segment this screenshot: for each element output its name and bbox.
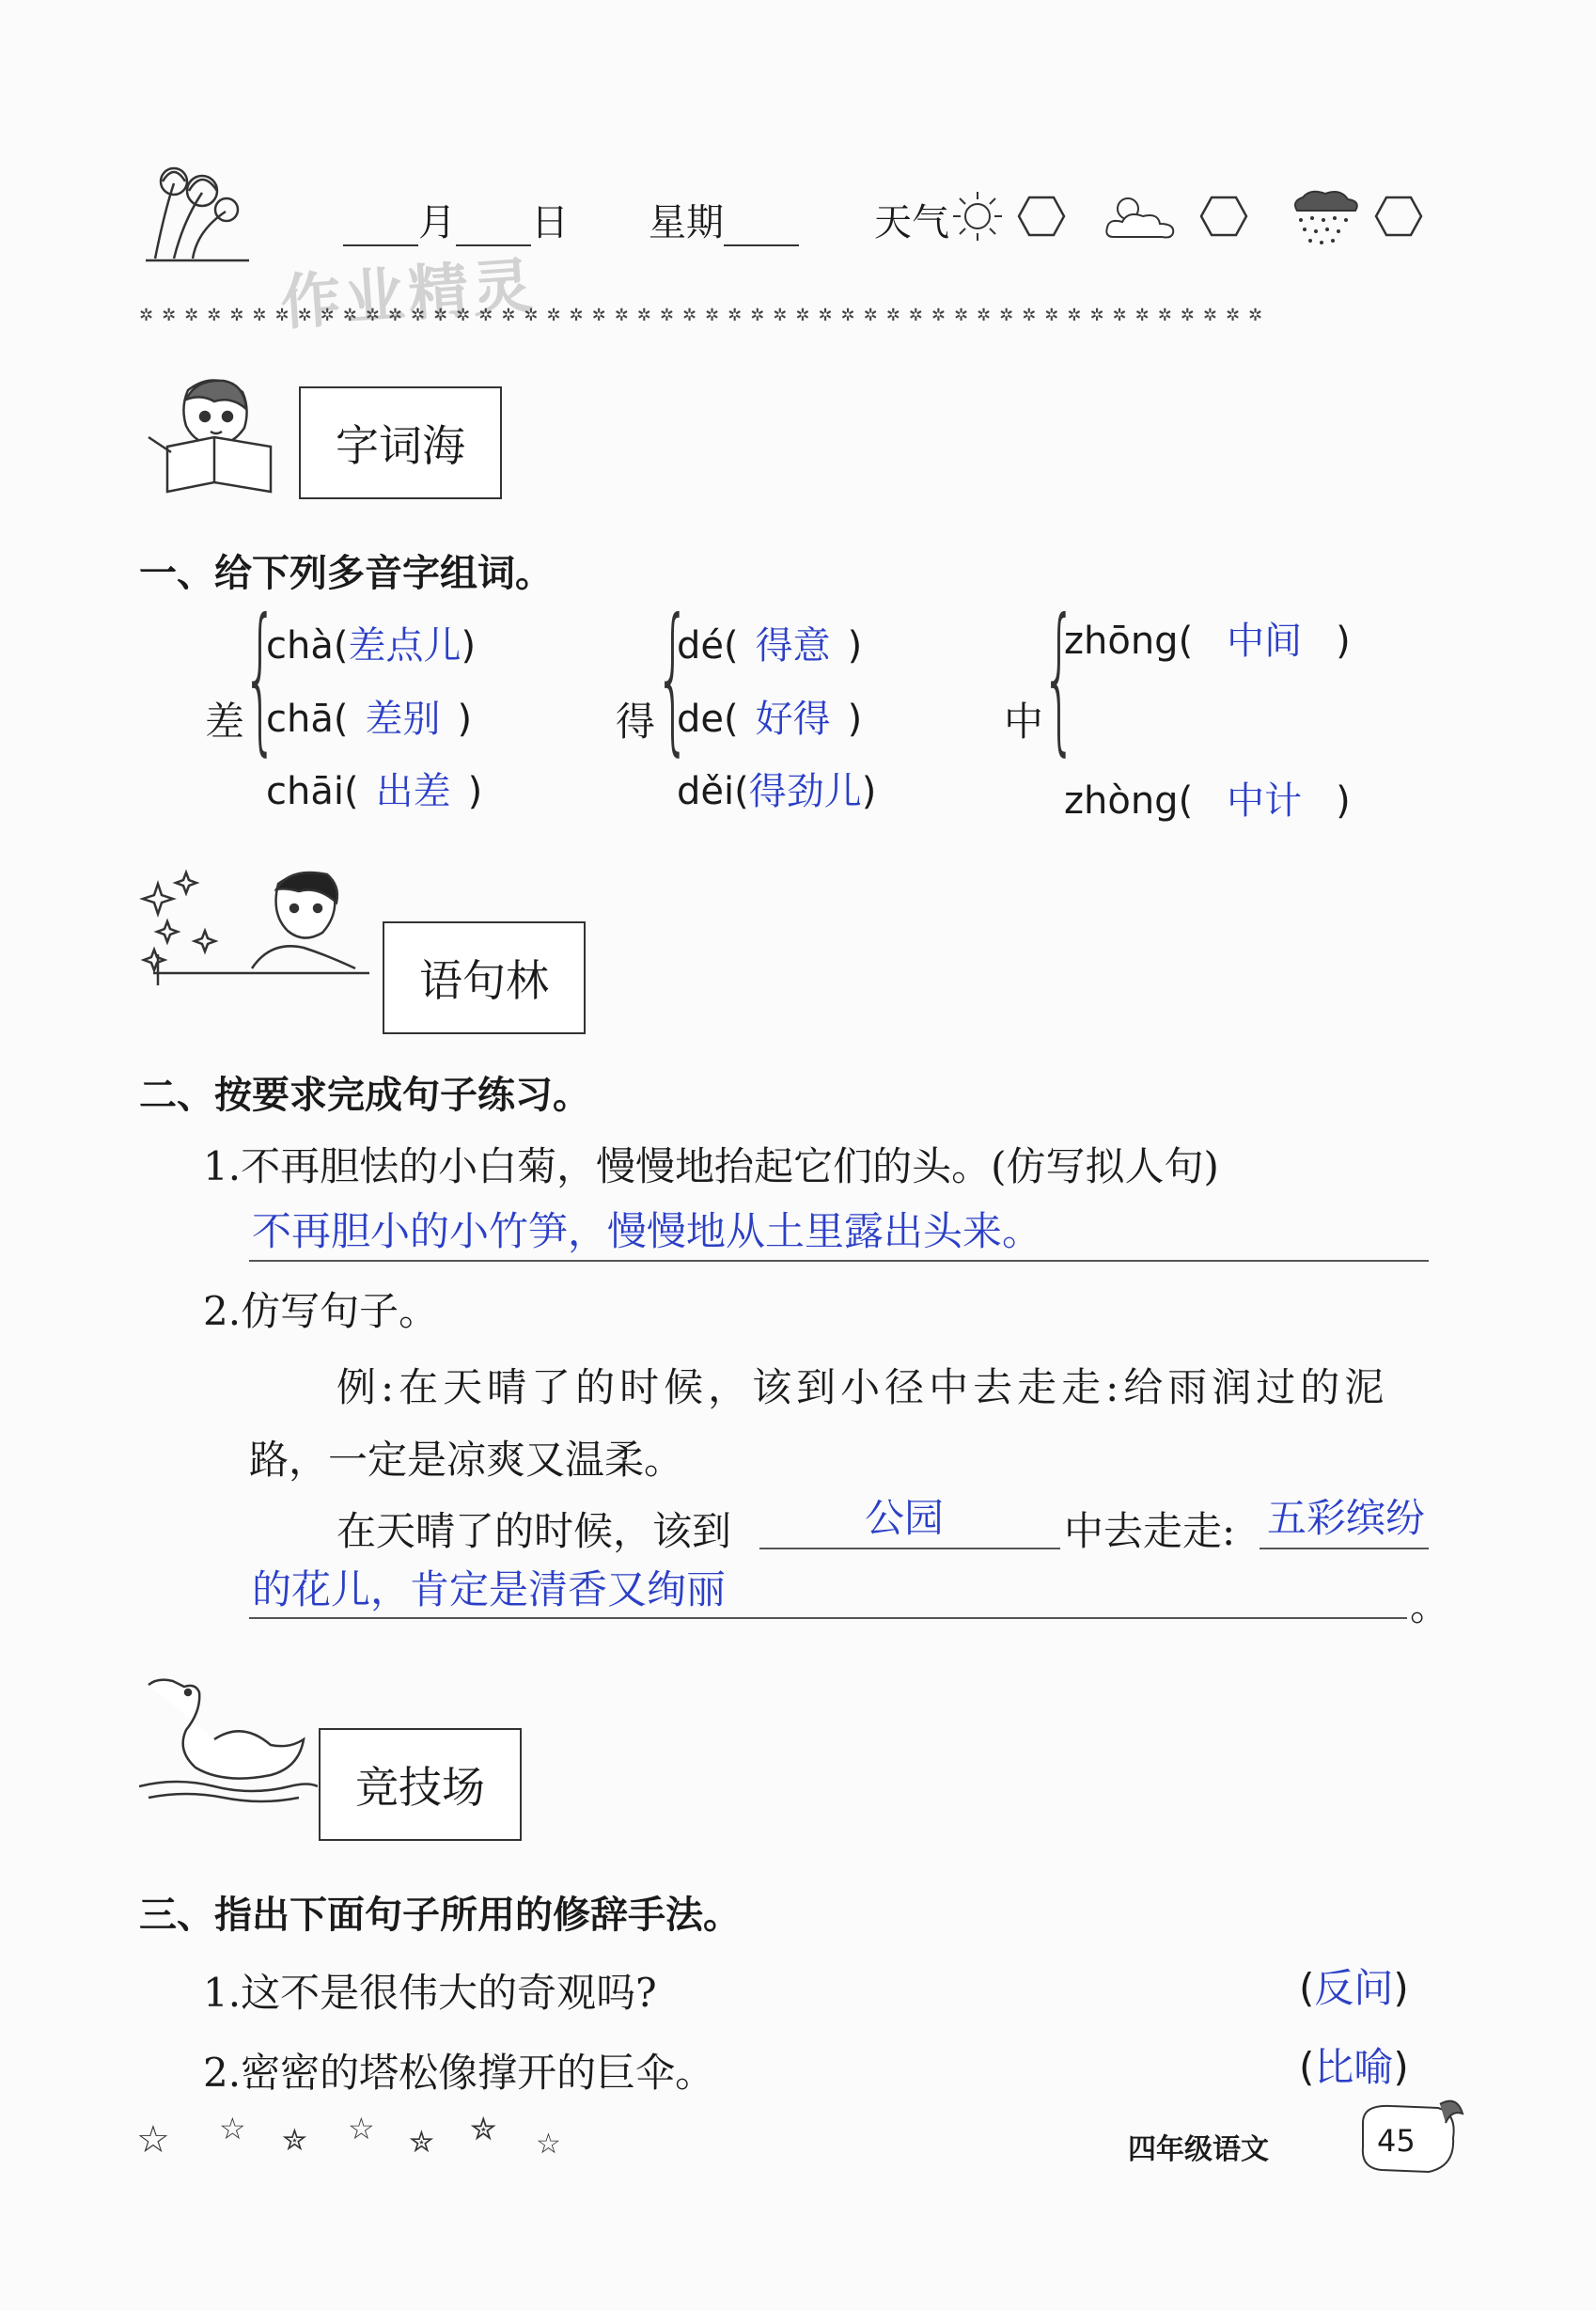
stars-decoration-icon: ☆ ☆ ✮ ☆ ✮ ✮ ☆ <box>136 2111 561 2162</box>
fill-answer-2: 五彩缤纷 <box>1267 1495 1426 1541</box>
fill-blank-3[interactable] <box>249 1617 1407 1619</box>
boy-thinking-icon <box>139 865 369 987</box>
pinyin-row: zhōng( 中间 ) <box>1064 620 1351 663</box>
fill-answer-1: 公园 <box>865 1495 945 1541</box>
brace-icon: { <box>243 585 278 771</box>
answer-text: 比喻 <box>1314 2044 1394 2090</box>
answer-3-2: (比喻) <box>1299 2044 1409 2090</box>
question-3-heading: 三、指出下面句子所用的修辞手法。 <box>139 1894 741 1937</box>
decorative-divider: ✲✲✲✲✲✲✲✲✲✲✲✲✲✲✲✲✲✲✲✲✲✲✲✲✲✲✲✲✲✲✲✲✲✲✲✲✲✲✲✲✲✲✲✲✲✲✲✲✲✲ <box>139 307 1272 325</box>
pinyin-row: chā( 差别 ) <box>266 698 473 741</box>
day-label: 日 <box>531 201 569 244</box>
fill-prefix: 在天晴了的时候，该到 <box>336 1508 732 1554</box>
weather-checkbox-sunny[interactable] <box>1017 196 1066 237</box>
pinyin-row: děi(得劲儿) <box>677 770 877 813</box>
cloudy-icon <box>1100 188 1184 244</box>
brace-icon: { <box>1041 585 1077 771</box>
question-2-item-1: 1.不再胆怯的小白菊，慢慢地抬起它们的头。(仿写拟人句) <box>203 1143 1219 1189</box>
pinyin-row: dé( 得意 ) <box>677 624 863 668</box>
weather-checkbox-cloudy[interactable] <box>1199 196 1248 237</box>
polyphone-char-cha: 差 <box>205 699 245 745</box>
weather-label: 天气 <box>874 201 949 244</box>
question-2-item-2: 2.仿写句子。 <box>203 1288 439 1334</box>
section-title-sentences: 语句林 <box>383 921 586 1034</box>
section-title-arena: 竞技场 <box>319 1728 522 1841</box>
question-2-heading: 二、按要求完成句子练习。 <box>139 1074 590 1117</box>
question-1-heading: 一、给下列多音字组词。 <box>139 552 553 595</box>
fill-end: 。 <box>1410 1583 1450 1629</box>
answer-text: 得劲儿 <box>748 770 862 813</box>
answer-text: 中间 <box>1227 620 1303 663</box>
answer-line <box>249 1260 1429 1262</box>
answer-2-1: 不再胆小的小竹笋，慢慢地从土里露出头来。 <box>252 1208 1042 1254</box>
answer-text: 差点儿 <box>348 624 462 668</box>
duck-icon <box>139 1664 318 1805</box>
polyphone-char-de: 得 <box>616 699 656 745</box>
boy-reading-icon <box>139 371 299 494</box>
question-3-item-2: 2.密密的塔松像撑开的巨伞。 <box>203 2050 715 2096</box>
fill-blank-1[interactable] <box>759 1548 1060 1549</box>
example-sentence-line1: 例:在天晴了的时候，该到小径中去走走:给雨润过的泥 <box>336 1364 1389 1410</box>
pinyin-row: chà(差点儿) <box>266 624 477 668</box>
weekday-label: 星期 <box>649 201 724 244</box>
polyphone-char-zhong: 中 <box>1004 699 1044 745</box>
fill-blank-2[interactable] <box>1260 1548 1429 1549</box>
page-number: 45 <box>1377 2123 1416 2159</box>
flower-decoration-icon <box>136 155 258 268</box>
weather-checkbox-rainy[interactable] <box>1374 196 1423 237</box>
rainy-icon <box>1288 186 1363 248</box>
answer-text: 得意 <box>755 624 831 668</box>
answer-text: 好得 <box>755 698 831 741</box>
footer-subject: 四年级语文 <box>1128 2133 1269 2166</box>
pinyin-row: de( 好得 ) <box>677 698 863 741</box>
pinyin-row: chāi( 出差 ) <box>266 770 483 813</box>
answer-text: 反问 <box>1314 1965 1394 2011</box>
watermark: 作业精灵 <box>278 251 539 339</box>
sunny-icon <box>949 188 1006 244</box>
question-3-item-1: 1.这不是很伟大的奇观吗? <box>203 1970 657 2016</box>
section-title-words: 字词海 <box>299 386 502 499</box>
brace-icon: { <box>655 585 691 771</box>
example-sentence-line2: 路，一定是凉爽又温柔。 <box>249 1437 684 1483</box>
answer-text: 出差 <box>375 770 451 813</box>
month-label: 月 <box>418 201 456 244</box>
fill-mid: 中去走走: <box>1064 1508 1236 1554</box>
answer-text: 中计 <box>1227 779 1303 823</box>
answer-3-1: (反问) <box>1299 1965 1409 2011</box>
pinyin-row: zhòng( 中计 ) <box>1064 779 1351 823</box>
answer-text: 差别 <box>365 698 441 741</box>
fill-answer-3: 的花儿，肯定是清香又绚丽 <box>252 1566 727 1612</box>
